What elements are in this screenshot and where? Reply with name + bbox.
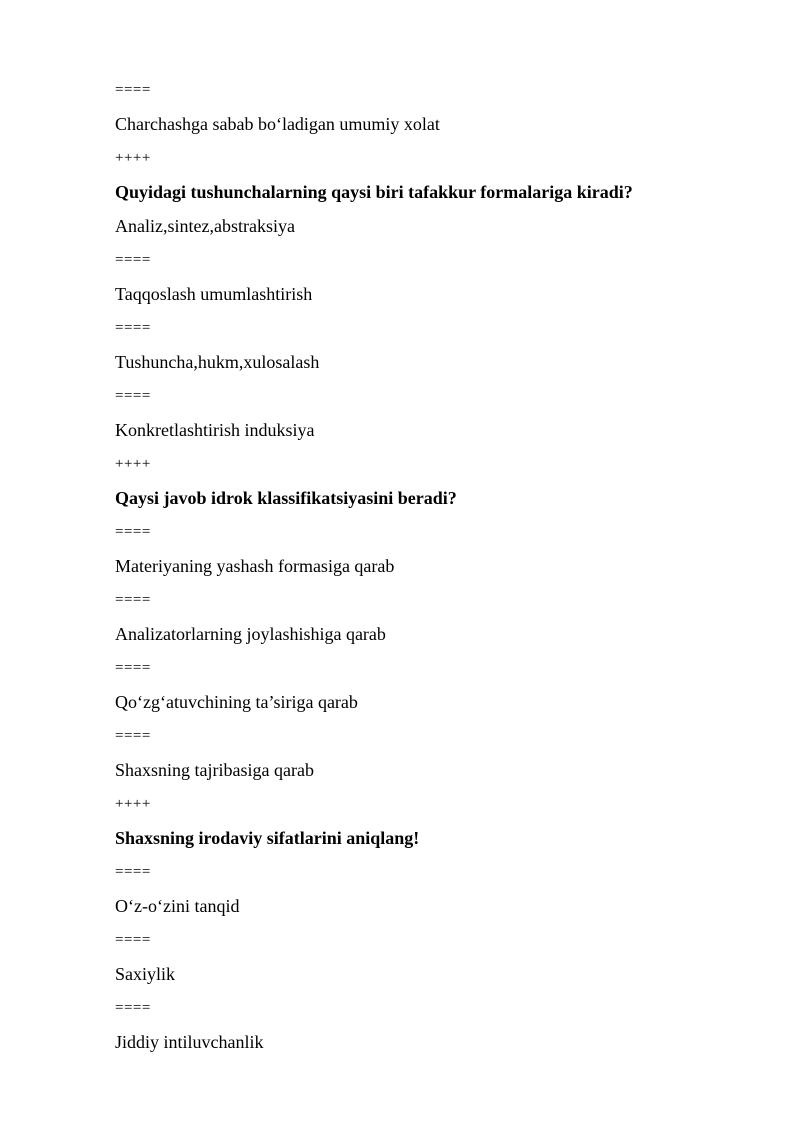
separator-line: ==== [115,660,151,676]
answer-option: Tushuncha,hukm,xulosalash [115,352,320,372]
question-marker: ++++ [115,456,151,472]
question-marker: ++++ [115,150,151,166]
answer-option: Charchashga sabab bo‘ladigan umumiy xolat [115,114,440,134]
answer-option: Materiyaning yashash formasiga qarab [115,556,395,576]
separator-line: ==== [115,252,151,268]
question-heading: Shaxsning irodaviy sifatlarini aniqlang! [115,828,420,848]
answer-option: O‘z-o‘zini tanqid [115,896,240,916]
separator-line: ==== [115,1000,151,1016]
separator-line: ==== [115,320,151,336]
answer-option: Qo‘zg‘atuvchining ta’siriga qarab [115,692,358,712]
answer-option: Analizatorlarning joylashishiga qarab [115,624,386,644]
separator-line: ==== [115,728,151,744]
separator-line: ==== [115,388,151,404]
answer-option: Taqqoslash umumlashtirish [115,284,313,304]
separator-line: ==== [115,524,151,540]
answer-option: Shaxsning tajribasiga qarab [115,760,314,780]
separator-line: ==== [115,932,151,948]
question-heading: Qaysi javob idrok klassifikatsiyasini beradi? [115,488,457,508]
answer-option: Analiz,sintez,abstraksiya [115,216,295,236]
question-marker: ++++ [115,796,151,812]
answer-option: Jiddiy intiluvchanlik [115,1032,264,1052]
answer-option: Saxiylik [115,964,176,984]
question-heading: Quyidagi tushunchalarning qaysi biri tafakkur formalariga kiradi? [115,182,633,202]
separator-line: ==== [115,864,151,880]
answer-option: Konkretlashtirish induksiya [115,420,315,440]
separator-line: ==== [115,592,151,608]
separator-line: ==== [115,82,151,98]
